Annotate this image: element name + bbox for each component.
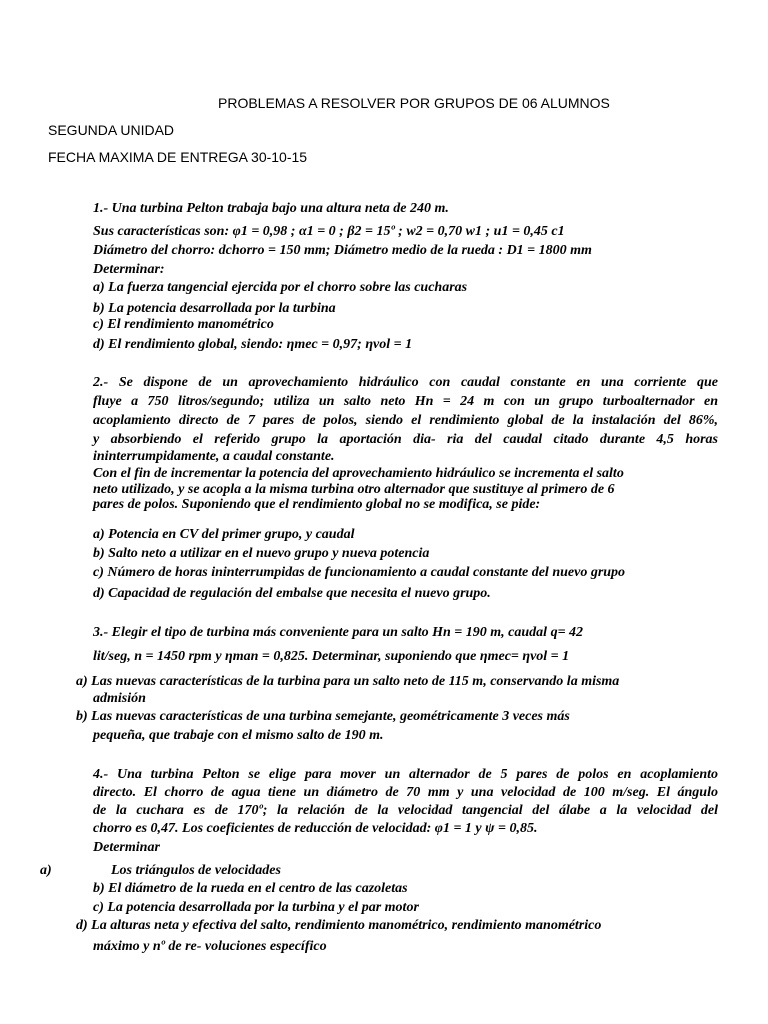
p4-item-a-marker: a) — [40, 863, 52, 878]
p4-line-1: 4.- Una turbina Pelton se elige para mover un alternador de 5 pares de polos en acoplamiento — [93, 767, 718, 782]
p4-line-2: directo. El chorro de agua tiene un diámetro de 70 mm y una velocidad de 100 m/seg. El ángulo — [93, 785, 718, 800]
p3-line-1: 3.- Elegir el tipo de turbina más conveniente para un salto Hn = 190 m, caudal q= 42 — [93, 625, 584, 640]
p4-line-5: Determinar — [93, 840, 160, 855]
p3-line-2: lit/seg, n = 1450 rpm y ηman = 0,825. Determinar, suponiendo que ηmec= ηvol = 1 — [93, 649, 570, 664]
p3-item-b-1: b) Las nuevas características de una turbina semejante, geométricamente 3 veces más — [76, 709, 570, 724]
p2-item-c: c) Número de horas ininterrumpidas de funcionamiento a caudal constante del nuevo grupo — [93, 565, 626, 580]
unit-label: SEGUNDA UNIDAD — [48, 122, 175, 138]
p2-line-7: neto utilizado, y se acopla a la misma turbina otro alternador que sustituye al primero de 6 — [93, 482, 615, 497]
p2-line-8: pares de polos. Suponiendo que el rendimiento global no se modifica, se pide: — [93, 497, 541, 512]
p4-item-b: b) El diámetro de la rueda en el centro de las cazoletas — [93, 881, 408, 896]
p3-item-a-1: a) Las nuevas características de la turbina para un salto neto de 115 m, conservando la misma — [76, 674, 620, 689]
p4-item-d-1: d) La alturas neta y efectiva del salto, rendimiento manométrico, rendimiento manométrico — [76, 918, 602, 933]
p2-line-4: y absorbiendo el referido grupo la aportación dia- ria del caudal citado durante 4,5 horas — [93, 432, 718, 447]
p1-line-1: 1.- Una turbina Pelton trabaja bajo una altura neta de 240 m. — [93, 201, 449, 216]
p2-line-2: fluye a 750 litros/segundo; utiliza un salto neto Hn = 24 m con un grupo turboalternador en — [93, 394, 718, 409]
p1-line-2: Sus características son: φ1 = 0,98 ; α1 = 0 ; β2 = 15º ; w2 = 0,70 w1 ; u1 = 0,45 c1 — [93, 224, 565, 239]
p4-item-d-2: máximo y nº de re- voluciones específico — [93, 939, 327, 954]
deadline-label: FECHA MAXIMA DE ENTREGA 30-10-15 — [48, 149, 308, 165]
p2-line-6: Con el fin de incrementar la potencia del aprovechamiento hidráulico se incrementa el salto — [93, 466, 624, 481]
p1-item-a: a) La fuerza tangencial ejercida por el chorro sobre las cucharas — [93, 280, 468, 295]
p1-line-4: Determinar: — [93, 262, 165, 277]
p2-item-b: b) Salto neto a utilizar en el nuevo grupo y nueva potencia — [93, 546, 430, 561]
p2-line-1: 2.- Se dispone de un aprovechamiento hidráulico con caudal constante en una corriente que — [93, 375, 718, 390]
p4-line-3: de la cuchara es de 170º; la relación de la velocidad tangencial del álabe a la velocidad del — [93, 803, 718, 818]
p2-item-a: a) Potencia en CV del primer grupo, y caudal — [93, 527, 355, 542]
p2-line-5: ininterrumpidamente, a caudal constante. — [93, 449, 335, 464]
p3-item-a-2: admisión — [93, 691, 146, 706]
p4-line-4: chorro es 0,47. Los coeficientes de reducción de velocidad: φ1 = 1 y ψ = 0,85. — [93, 821, 538, 836]
p4-item-a: Los triángulos de velocidades — [111, 863, 281, 878]
page-title: PROBLEMAS A RESOLVER POR GRUPOS DE 06 ALUMNOS — [218, 95, 610, 111]
p3-item-b-2: pequeña, que trabaje con el mismo salto de 190 m. — [93, 728, 384, 743]
p1-item-c: c) El rendimiento manométrico — [93, 317, 274, 332]
p4-item-c: c) La potencia desarrollada por la turbina y el par motor — [93, 900, 419, 915]
p2-line-3: acoplamiento directo de 7 pares de polos, siendo el rendimiento global de la instalación del 86%, — [93, 413, 718, 428]
p1-line-3: Diámetro del chorro: dchorro = 150 mm; Diámetro medio de la rueda : D1 = 1800 mm — [93, 243, 592, 258]
p1-item-b: b) La potencia desarrollada por la turbina — [93, 301, 336, 316]
p1-item-d: d) El rendimiento global, siendo: ηmec = 0,97; ηvol = 1 — [93, 337, 413, 352]
p2-item-d: d) Capacidad de regulación del embalse que necesita el nuevo grupo. — [93, 586, 491, 601]
